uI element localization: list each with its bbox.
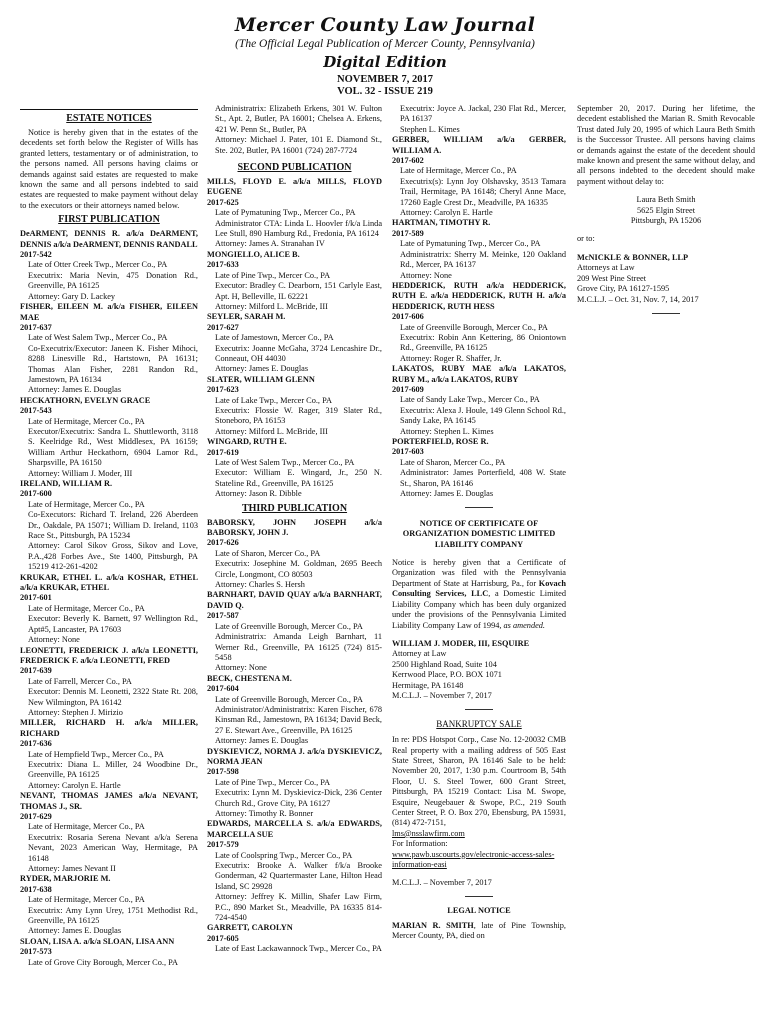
bankruptcy-url-link[interactable]: www.pawb.uscourts.gov/electronic-access-sales-information-easi [392,849,555,870]
estate-detail-line: Late of Greenville Borough, Mercer Co., PA [400,322,548,332]
estate-decedent-name: GERBER, WILLIAM a/k/a GERBER, WILLIAM A. [392,135,566,155]
divider [392,704,566,714]
continued-entry [392,104,566,135]
estate-decedent-name: PORTERFIELD, ROSE R. [392,437,489,446]
estate-detail-line: Late of Greenville Borough, Mercer Co., PA [215,621,363,631]
estate-case-number: 2017-603 [392,447,424,457]
estate-detail-line: Late of Hempfield Twp., Mercer Co., PA [28,749,164,759]
journal-title: Mercer County Law Journal [234,14,536,36]
estate-attorney: Attorney: Milford L. McBride, III [215,426,328,436]
estate-entry [20,573,198,646]
estate-detail-line: Administrator CTA: Linda L. Hoovler f/k/a Linda Lee Stull, 890 Hamburg Rd., Fredonia, PA 16124 [215,218,382,239]
estate-attorney: Attorney: None [28,635,80,645]
estate-case-number: 2017-601 [20,593,52,603]
estate-attorney: Attorney: Carolyn E. Hartle [400,208,493,218]
estate-detail-line: Executrix: Lynn M. Dyskievicz-Dick, 236 Center Church Rd., Grove City, PA 16127 [215,788,382,808]
estate-detail-line: Executor: Dennis M. Leonetti, 2322 State Rt. 208, New Wilmington, PA 16142 [28,687,198,707]
estate-entry [20,937,198,968]
address-line: Hermitage, PA 16148 [392,680,464,690]
journal-subtitle: (The Official Legal Publication of Mercer County, Pennsylvania) [235,38,535,50]
estate-detail-line: Executor: William E. Wingard, Jr., 250 N. Stateline Rd., Greenville, PA 16125 [215,468,382,488]
estate-detail-line: Executrix(s): Lynn Joy Olshavsky, 3513 Tamara Trail, Hermitage, PA 16148; Cheryl Anne Mace, 17260 Eagle Crest Dr., Meadville, PA 16335 [400,176,566,207]
estate-decedent-name: HECKATHORN, EVELYN GRACE [20,395,151,405]
estate-decedent-name: RYDER, MARJORIE M. [20,874,111,884]
first-publication-list [20,229,198,968]
estate-attorney: Attorney: James E. Douglas [215,364,309,374]
address-line: 5625 Elgin Street [636,205,696,215]
estate-detail-line: Executrix: Robin Ann Kettering, 86 Oniontown Rd., Greenville, PA 16125 [400,332,566,353]
estate-attorney: Attorney: James Nevant II [28,864,116,874]
estate-decedent-name: KRUKAR, ETHEL L. a/k/a KOSHAR, ETHEL a/k/a KRUKAR, ETHEL [20,572,198,593]
estate-detail-line: Executor/Executrix: Sandra L. Shuttleworth, 3118 S. Keelridge Rd., West Middlesex, PA 16159; William Arthur Heckathorn, 6904 Lamor Rd., Sharpsville, PA 16150 [28,426,198,468]
legal-notice-heading: LEGAL NOTICE [447,906,511,916]
estate-case-number: 2017-542 [20,250,52,260]
estate-entry [207,518,382,591]
estate-case-number: 2017-587 [207,611,239,621]
column-4 [577,104,755,1016]
estate-detail-line: Late of Hermitage, Mercer Co., PA [400,166,517,176]
estate-detail-line: Late of Pymatuning Twp., Mercer Co., PA [400,239,541,249]
estate-entry [207,437,382,499]
address-line: M.C.L.J. – November 7, 2017 [392,690,492,700]
second-publication-heading: SECOND PUBLICATION [237,162,352,174]
address-line: Attorney at Law [392,649,447,659]
estate-attorney: Attorney: Charles S. Hersh [215,580,305,590]
estate-detail-line: Administratrix: Sherry M. Meinke, 120 Oakland Rd., Mercer, PA 16137 [400,249,566,270]
estate-detail-line: Attorney: Carol Sikov Gross, Sikov and Love, P.A.,428 Forbes Ave., Ste 1400, Pittsburgh, PA 15219 412-261-4202 [28,541,198,572]
estate-case-number: 2017-573 [20,947,52,957]
estate-case-number: 2017-625 [207,197,239,207]
estate-attorney: Attorney: Jason R. Dibble [215,489,302,499]
estate-entry [20,396,198,479]
address-line: Laura Beth Smith [636,195,696,205]
estate-decedent-name: LEONETTI, FREDERICK J. a/k/a LEONETTI, FREDERICK F. a/k/a LEONETTI, FRED [20,645,198,665]
estate-detail-line: Late of East Lackawannock Twp., Mercer Co., PA [215,944,382,954]
estate-entry [392,135,566,218]
continued-entry [207,104,382,156]
estate-decedent-name: NEVANT, THOMAS JAMES a/k/a NEVANT, THOMAS J., SR. [20,791,198,811]
estate-case-number: 2017-579 [207,840,239,850]
estate-entry [207,819,382,923]
issue-volume: VOL. 32 - ISSUE 219 [337,86,433,97]
estate-entry [20,791,198,874]
certificate-text-a: Notice is hereby given that a Certificate of Organization was filed with the Pennsylvania Department of State at Harrisburg, Pa., for [392,558,566,588]
estate-case-number: 2017-600 [20,489,52,499]
estate-decedent-name: BARNHART, DAVID QUAY a/k/a BARNHART, DAVID Q. [207,590,382,610]
estate-case-number: 2017-639 [20,666,52,676]
certificate-text [392,558,566,631]
estate-case-number: 2017-609 [392,384,424,394]
estate-detail-line: Late of West Salem Twp., Mercer Co., PA [215,458,355,467]
certificate-attorney-name: WILLIAM J. MODER, III, ESQUIRE [392,638,530,648]
estate-attorney: Attorney: Milford L. McBride, III [215,301,328,311]
estate-case-number: 2017-626 [207,538,239,548]
trustee-address [577,195,755,226]
estate-detail-line: Late of Hermitage, Mercer Co., PA [28,499,145,509]
estate-detail-line: Late of Pine Twp., Mercer Co., PA [215,777,331,787]
estate-detail-line: Co-Executrix/Executor: Janeen K. Fisher Mihoci, 8288 Linesville Rd., Hartstown, PA 16131; Thomas Alan Fisher, 2281 Randon Rd., Jamestown, PA 16134 [28,343,198,384]
legal-notice-name: MARIAN R. SMITH [392,920,474,930]
estate-detail-line: Executor: Bradley C. Dearborn, 151 Carlyle East, Apt. H, Belleville, IL 62221 [215,281,382,301]
estate-case-number: 2017-637 [20,322,52,332]
certificate-attorney-address [392,649,566,701]
address-line: Grove City, PA 16127-1595 [577,284,670,294]
estate-attorney: Attorney: Stephen J. Mirizio [28,707,123,717]
estate-detail-line: Executrix: Alexa J. Houle, 149 Glenn School Rd., Sandy Lake, PA 16145 [400,405,566,426]
address-line: 2500 Highland Road, Suite 104 [392,659,497,669]
legal-notice-continued: September 20, 2017. During her lifetime, the decedent established the Marian R. Smith Revocable Trust dated July 20, 1995 of which Laura Beth Smith is the Successor Trustee. All persons having claims or demands against the estate of the decedent should make known and present the same without delay, and all persons indebted to the decedent should make payment without delay to: [577,104,755,186]
estate-detail-line: Late of Jamestown, Mercer Co., PA [215,333,334,343]
estate-entry [392,364,566,437]
estate-decedent-name: DeARMENT, DENNIS R. a/k/a DeARMENT, DENNIS a/k/a DeARMENT, DENNIS RANDALL [20,229,198,249]
estate-case-number: 2017-636 [20,739,52,749]
second-publication-list [207,177,382,500]
estate-entry [20,646,198,719]
law-firm-name: McNICKLE & BONNER, LLP [577,252,689,262]
estate-case-number: 2017-627 [207,322,239,332]
estate-entry [20,718,198,791]
estate-attorney: Attorney: James A. Stranahan IV [215,239,325,249]
estate-entry [20,874,198,936]
estate-attorney: Attorney: Stephen L. Kimes [400,426,494,436]
divider [577,308,755,318]
estate-decedent-name: FISHER, EILEEN M. a/k/a FISHER, EILEEN MAE [20,302,198,322]
estate-attorney: Attorney: James E. Douglas [215,736,309,746]
estate-entry [207,747,382,820]
entry-attorney: Attorney: Michael J. Pater, 101 E. Diamond St., Ste. 202, Butler, PA 16001 (724) 287-7724 [215,135,382,155]
estate-decedent-name: HARTMAN, TIMOTHY R. [392,218,491,228]
estate-decedent-name: DYSKIEVICZ, NORMA J. a/k/a DYSKIEVICZ, NORMA JEAN [207,746,382,766]
estate-case-number: 2017-606 [392,312,424,322]
estate-detail-line: Late of Sandy Lake Twp., Mercer Co., PA [400,395,540,405]
estate-detail-line: Executrix: Maria Nevin, 475 Donation Rd., Greenville, PA 16125 [28,270,198,291]
estate-detail-line: Executrix: Diana L. Miller, 24 Woodbine Dr., Greenville, PA 16125 [28,759,198,780]
bankruptcy-email-link[interactable]: lms@nsslawfirm.com [392,828,465,838]
estate-detail-line: Late of Hermitage, Mercer Co., PA [28,416,145,426]
estate-entry [207,590,382,673]
estate-attorney: Attorney: Carolyn E. Hartle [28,780,121,790]
estate-detail-line: Executrix: Joanne McGaha, 3724 Lencashire Dr., Conneaut, OH 44030 [215,343,382,363]
company-name: Kovach Consulting Services, LLC [392,578,566,599]
estate-detail-line: Executrix: Rosaria Serena Nevant a/k/a Serena Nevant, 2023 American Way, Hermitage, PA 16148 [28,832,198,863]
estate-detail-line: Late of Coolspring Twp., Mercer Co., PA [215,850,353,860]
estate-attorney: Attorney: James E. Douglas [28,385,122,395]
estate-entry [207,250,382,312]
entry-attorney: Stephen L. Kimes [400,124,460,134]
estate-decedent-name: MILLER, RICHARD H. a/k/a MILLER, RICHARD [20,718,198,738]
estate-detail-line: Administratrix: Amanda Leigh Barnhart, 11 Werner Rd., Greenville, PA 16125 (724) 815-5458 [215,632,382,662]
column-1 [20,106,198,1018]
estate-entry [207,177,382,250]
estate-detail-line: Administrator/Administratrix: Karen Fischer, 678 Kinsman Rd., Jamestown, PA 16134; David Beck, 27 E. Stewart Ave., Greenville, PA 16125 [215,704,382,735]
estate-detail-line: Attorney: Jeffrey K. Millin, Shafer Law Firm, P.C., 890 Market St., Meadville, PA 16335 814-724-4540 [215,892,382,923]
certificate-amended: as amended. [503,620,546,630]
estate-notices-heading: ESTATE NOTICES [20,109,198,125]
estate-case-number: 2017-602 [392,156,424,166]
estate-detail-line: Late of Lake Twp., Mercer Co., PA [215,395,332,405]
estate-notices-intro: Notice is hereby given that in the estates of the decedents set forth below the Register of Wills has granted letters, testamentary or of administration, to the persons named. All persons having claims or demands against said estates are requested to make known the same and all persons indebted to said estates are requested to make payment without delay to the executors or their attorneys named below. [20,128,198,210]
estate-detail-line: Late of Sharon, Mercer Co., PA [400,457,506,467]
estate-entry [392,281,566,364]
estate-decedent-name: WINGARD, RUTH E. [207,437,287,447]
legal-notice-text [392,921,566,942]
estate-decedent-name: BECK, CHESTENA M. [207,673,292,683]
masthead [0,14,770,98]
estate-case-number: 2017-598 [207,767,239,777]
estate-detail-line: Executor: Beverly K. Barnett, 97 Wellington Rd., Apt#5, Lancaster, PA 17603 [28,614,198,634]
estate-case-number: 2017-633 [207,260,239,270]
estate-entry [207,923,382,954]
address-line: M.C.L.J. – Oct. 31, Nov. 7, 14, 2017 [577,294,699,304]
estate-entry [20,302,198,396]
estate-entry [392,437,566,499]
estate-case-number: 2017-623 [207,385,239,395]
estate-case-number: 2017-543 [20,406,52,416]
entry-line: Administratrix: Elizabeth Erkens, 301 W. Fulton St., Apt. 2, Butler, PA 16001; Chelsea A. Erkens, 421 W. Penn St., Butler, PA [215,104,382,134]
entry-line: Executrix: Joyce A. Jackal, 230 Flat Rd., Mercer, PA 16137 [400,104,566,124]
estate-detail-line: Co-Executors: Richard T. Ireland, 226 Aberdeen Dr., Oakdale, PA 15071; William D. Ireland, 1103 Race St., Pittsburgh, PA 15234 [28,510,198,541]
certificate-heading: NOTICE OF CERTIFICATE OF ORGANIZATION DOMESTIC LIMITED LIABILITY COMPANY [402,518,556,549]
estate-entry [20,229,198,302]
address-line: Kerrwood Place, P.O. BOX 1071 [392,670,502,680]
estate-detail-line: Late of Pine Twp., Mercer Co., PA [215,270,331,280]
estate-decedent-name: SLOAN, LISA A. a/k/a SLOAN, LISA ANN [20,936,175,946]
estate-detail-line: Late of Farrell, Mercer Co., PA [28,676,132,686]
estate-detail-line: Executrix: Flossie W. Rager, 319 Slater Rd., Stoneboro, PA 16153 [215,405,382,426]
estate-detail-line: Late of Hermitage, Mercer Co., PA [28,895,145,905]
address-line: 209 West Pine Street [577,273,647,283]
bankruptcy-info-label: For Information: [392,839,448,849]
column-3 [392,104,566,1016]
estate-detail-line: Executrix: Brooke A. Walker f/k/a Brooke Gonderman, 42 Quartermaster Lane, Hilton Head Island, SC 29928 [215,861,382,891]
third-publication-heading: THIRD PUBLICATION [241,502,348,514]
estate-attorney: Attorney: Roger R. Shaffer, Jr. [400,353,502,363]
issue-date: NOVEMBER 7, 2017 [337,74,433,85]
certificate-text-b: , a Domestic Limited Liability Company which has been duly organized under the provisions of the Pennsylvania Limited Liability Company Law of 1994, [392,589,566,630]
estate-detail-line: Late of Hermitage, Mercer Co., PA [28,603,145,613]
estate-detail-line: Late of Grove City Borough, Mercer Co., PA [28,957,178,967]
estate-case-number: 2017-619 [207,447,239,457]
edition-label: Digital Edition [323,53,447,71]
estate-entry [392,218,566,280]
or-to-label: or to: [577,234,595,244]
third-publication-list-continued [392,135,566,499]
estate-detail-line: Executrix: Amy Lynn Urey, 1751 Methodist Rd., Greenville, PA 16125 [28,905,198,926]
estate-detail-line: Late of Pymatuning Twp., Mercer Co., PA [215,208,356,218]
law-firm-address [577,263,755,305]
estate-detail-line: Late of Sharon, Mercer Co., PA [215,548,321,558]
estate-entry [207,674,382,747]
estate-decedent-name: GARRETT, CAROLYN [207,923,293,933]
estate-attorney: Attorney: James E. Douglas [400,489,494,499]
estate-attorney: Attorney: James E. Douglas [28,926,122,936]
legal-notice-body: , late of Pine Township, Mercer County, PA, died on [392,920,566,941]
address-line: Pittsburgh, PA 15206 [630,216,702,226]
bankruptcy-date: M.C.L.J. – November 7, 2017 [392,878,492,888]
estate-decedent-name: HEDDERICK, RUTH a/k/a HEDDERICK, RUTH E. a/k/a HEDDERICK, RUTH H. a/k/a HEDDERICK, RUTH HESS [392,280,566,311]
estate-detail-line: Administrator: James Porterfield, 408 W. State St., Sharon, PA 16146 [400,468,566,488]
estate-attorney: Attorney: None [400,270,452,280]
divider [392,502,566,512]
estate-case-number: 2017-589 [392,228,424,238]
estate-decedent-name: BABORSKY, JOHN JOSEPH a/k/a BABORSKY, JOHN J. [207,517,382,538]
estate-entry [20,479,198,573]
estate-decedent-name: EDWARDS, MARCELLA S. a/k/a EDWARDS, MARCELLA SUE [207,819,382,839]
estate-case-number: 2017-605 [207,933,239,943]
estate-detail-line: Late of Greenville Borough, Mercer Co., PA [215,694,363,704]
first-publication-heading: FIRST PUBLICATION [58,214,160,226]
estate-detail-line: Late of West Salem Twp., Mercer Co., PA [28,333,168,343]
estate-attorney: Attorney: Timothy R. Bonner [215,809,314,818]
estate-entry [207,312,382,374]
bankruptcy-text: In re: PDS Hotspot Corp., Case No. 12-20032 CMB Real property with a mailing address of 505 East State Street, Sharon, PA 16146 Sale to be held: November 20, 2017, 1:30 p.m. Courtroom B, 54th Floor, U. S. Steel Tower, 600 Grant Street, Pittsburgh, PA 15219 Contact: Lisa M. Swope, Esquire, Neugebauer & Swope, P.C., 219 South Center Street, P. O. Box 270, Ebensburg, PA 15931, (814) 472-7151, [392,735,566,828]
bankruptcy-heading: BANKRUPTCY SALE [436,718,522,729]
estate-decedent-name: SLATER, WILLIAM GLENN [207,374,315,384]
estate-decedent-name: SEYLER, SARAH M. [207,312,286,322]
address-line: Attorneys at Law [577,263,635,273]
divider [392,892,566,902]
estate-attorney: Attorney: William J. Moder, III [28,468,133,478]
estate-attorney: Attorney: None [215,663,267,673]
estate-detail-line: Late of Hermitage, Mercer Co., PA [28,822,145,832]
estate-detail-line: Executrix: Josephine M. Goldman, 2695 Beech Circle, Longmont, CO 80503 [215,559,382,579]
column-2 [207,104,382,1016]
estate-decedent-name: MONGIELLO, ALICE B. [207,249,300,259]
estate-decedent-name: IRELAND, WILLIAM R. [20,479,113,488]
estate-entry [207,375,382,437]
estate-attorney: Attorney: Gary D. Lackey [28,291,116,301]
estate-decedent-name: MILLS, FLOYD E. a/k/a MILLS, FLOYD EUGENE [207,177,382,197]
estate-case-number: 2017-604 [207,684,239,694]
estate-detail-line: Late of Otter Creek Twp., Mercer Co., PA [28,260,168,270]
estate-decedent-name: LAKATOS, RUBY MAE a/k/a LAKATOS, RUBY M., a/k/a LAKATOS, RUBY [392,364,566,384]
third-publication-list [207,518,382,955]
estate-case-number: 2017-629 [20,812,52,821]
estate-case-number: 2017-638 [20,884,52,894]
